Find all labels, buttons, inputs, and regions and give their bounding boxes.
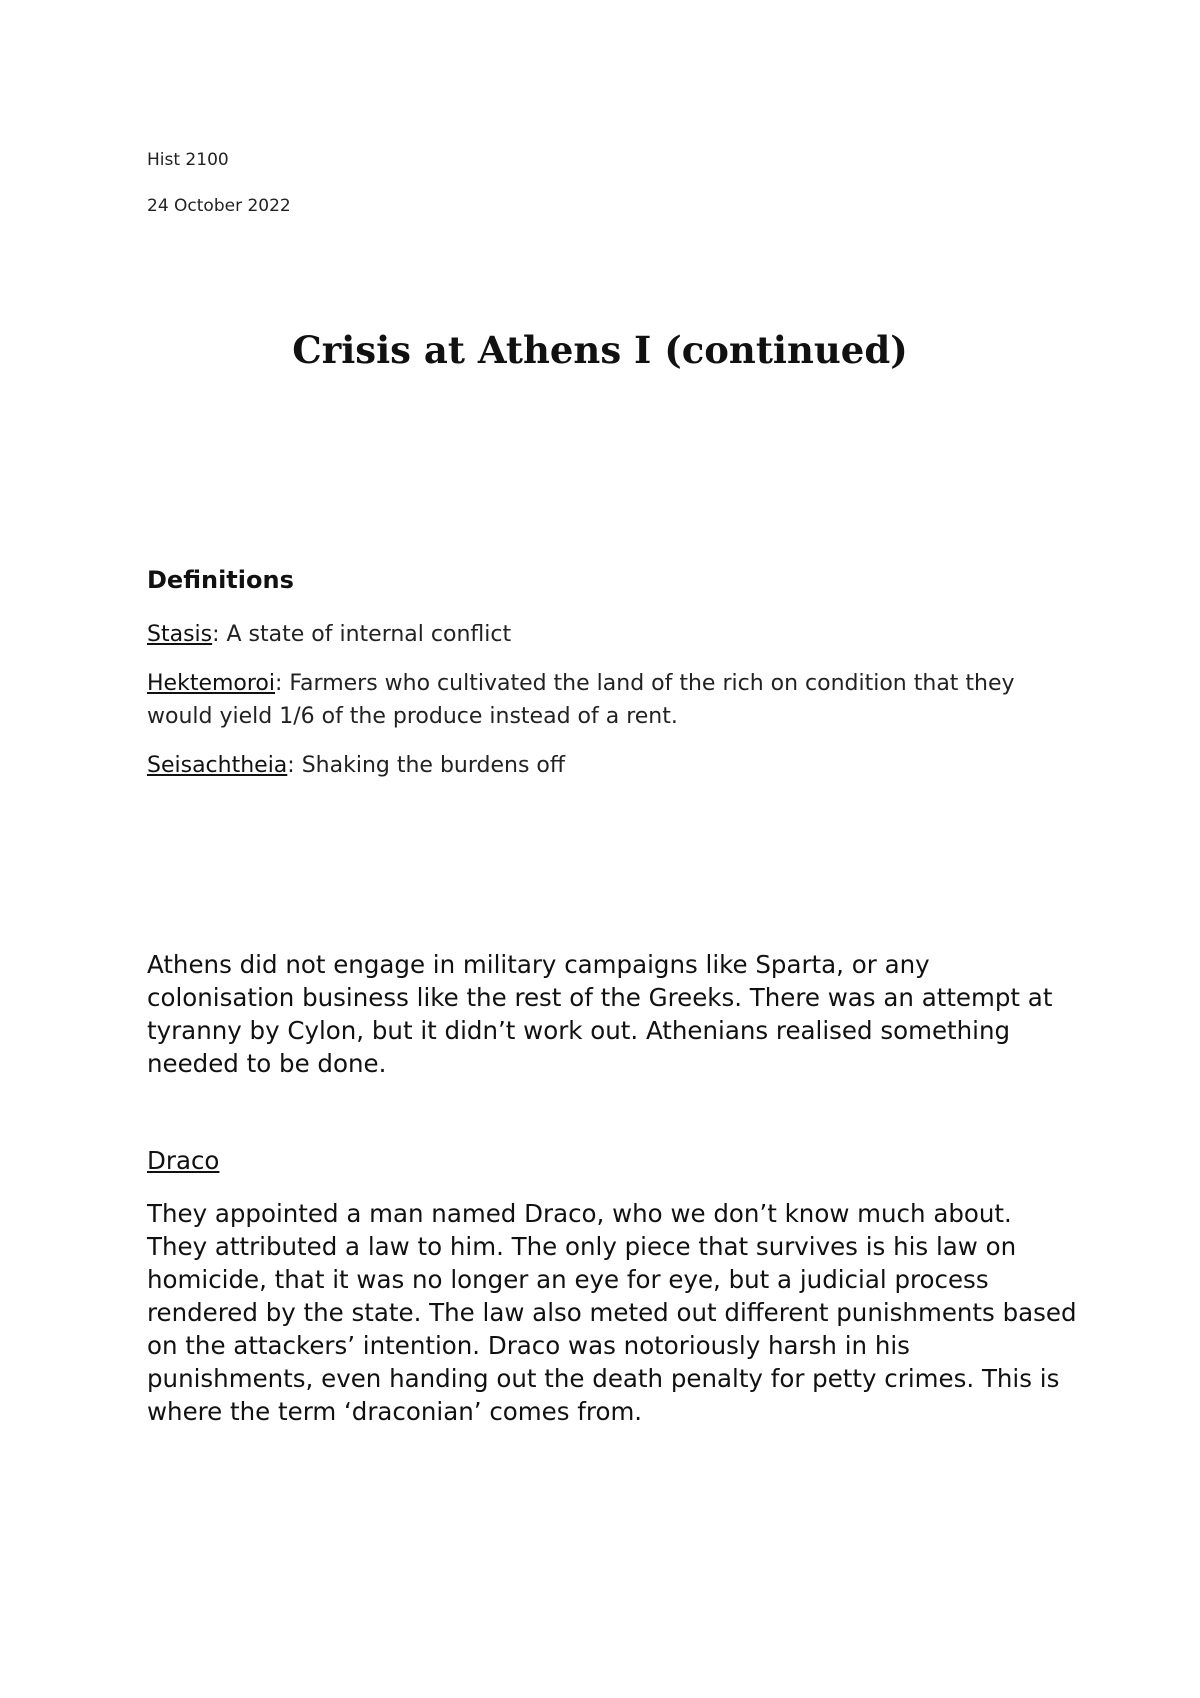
- definition-text: : Shaking the burdens off: [287, 753, 566, 778]
- definition-item-stasis: [147, 618, 1077, 651]
- definition-term: Hektemoroi: [147, 671, 276, 696]
- draco-heading: Draco: [147, 1146, 220, 1175]
- definition-term: Stasis: [147, 622, 213, 647]
- definition-item-hektemoroi: [147, 667, 1077, 733]
- intro-paragraph: Athens did not engage in military campaigns like Sparta, or any colonisation business like the rest of the Greeks. There was an attempt at tyranny by Cylon, but it didn’t work out. Athenians realised something needed to be done.: [147, 950, 1053, 1078]
- definition-item-seisachtheia: [147, 749, 1077, 782]
- definition-text: : A state of internal conflict: [212, 622, 512, 647]
- course-code: Hist 2100: [147, 150, 229, 170]
- document-date: 24 October 2022: [147, 196, 291, 216]
- definition-term: Seisachtheia: [147, 753, 288, 778]
- definition-text: : Farmers who cultivated the land of the rich on condition that they would yield 1/6 of the produce instead of a rent.: [147, 671, 1015, 729]
- page-title: Crisis at Athens I (continued): [292, 328, 908, 372]
- definitions-list: [147, 618, 1077, 798]
- draco-paragraph: They appointed a man named Draco, who we don’t know much about. They attributed a law to him. The only piece that survives is his law on homicide, that it was no longer an eye for eye, but a judicial process rendered by the state. The law also meted out different punishments based on the attackers’ intention. Draco was notoriously harsh in his punishments, even handing out the death penalty for petty crimes. This is where the term ‘draconian’ comes from.: [147, 1199, 1077, 1426]
- definitions-heading: Definitions: [147, 566, 294, 594]
